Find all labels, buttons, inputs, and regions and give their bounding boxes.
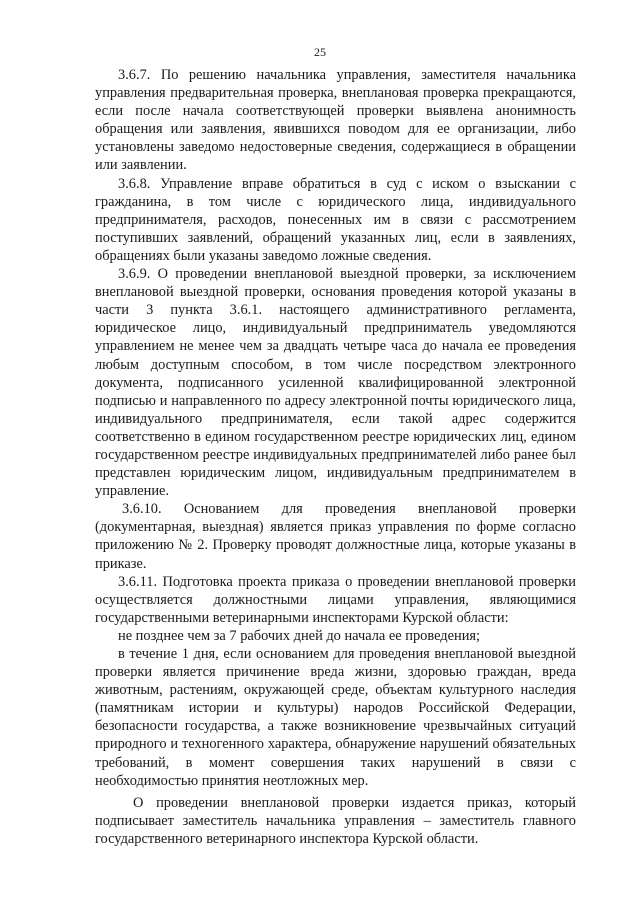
paragraph-3-6-8: 3.6.8. Управление вправе обратиться в суд с иском о взыскании с гражданина, в том числе с юридического лица, индивидуального предпринимателя, расходов, понесенных им в связи с рассмотрением поступивших заявлений, обращений указанных лиц, если в заявлениях, обращениях были указаны заведомо ложные сведения. bbox=[95, 175, 576, 264]
list-item-deadline: не позднее чем за 7 рабочих дней до начала ее проведения; bbox=[118, 627, 481, 644]
page-number: 25 bbox=[314, 45, 326, 59]
paragraph-3-6-7: 3.6.7. По решению начальника управления, заместителя начальника управления предварительная проверка, внеплановая проверка прекращаются, если после начала соответствующей проверки выявлена анонимность обращения или заявления, явившихся поводом для ее организации, либо установлены заведомо недостоверные сведения, содержащиеся в обращении или заявлении. bbox=[95, 67, 576, 174]
paragraph-order-signature: О проведении внеплановой проверки издается приказ, который подписывает заместитель начальника управления – заместитель главного государственного ветеринарного инспектора Курской области. bbox=[95, 794, 576, 847]
paragraph-3-6-10: 3.6.10. Основанием для проведения внеплановой проверки (документарная, выездная) является приказ управления по форме согласно приложению № 2. Проверку проводят должностные лица, которые указаны в приказе. bbox=[95, 501, 576, 572]
document-body bbox=[95, 66, 576, 848]
list-item-urgent: в течение 1 дня, если основанием для проведения внеплановой выездной проверки является причинение вреда жизни, здоровью граждан, вреда животным, растениям, окружающей среде, объектам культурного наследия (памятникам истории и культуры) народов Российской Федерации, безопасности государства, а также возникновение чрезвычайных ситуаций природного и техногенного характера, обнаружение нарушений обязательных требований, в момент совершения таких нарушений в связи с необходимостью принятия неотложных мер. bbox=[95, 646, 576, 789]
paragraph-3-6-11: 3.6.11. Подготовка проекта приказа о проведении внеплановой проверки осуществляется должностными лицами управления, являющимися государственными ветеринарными инспекторами Курской области: bbox=[95, 573, 576, 626]
paragraph-3-6-9: 3.6.9. О проведении внеплановой выездной проверки, за исключением внеплановой выездной проверки, основания проведения которой указаны в части 3 пункта 3.6.1. настоящего административного регламента, юридическое лицо, индивидуальный предприниматель уведомляются управлением не менее чем за двадцать четыре часа до начала ее проведения любым доступным способом, в том числе посредством электронного документа, подписанного усиленной квалифицированной электронной подписью и направленного по адресу электронной почты юридического лица, индивидуального предпринимателя, если такой адрес содержится соответственно в едином государственном реестре юридических лиц, едином государственном реестре индивидуальных предпринимателей либо ранее был представлен юридическим лицом, индивидуальным предпринимателем в управление. bbox=[95, 266, 576, 500]
